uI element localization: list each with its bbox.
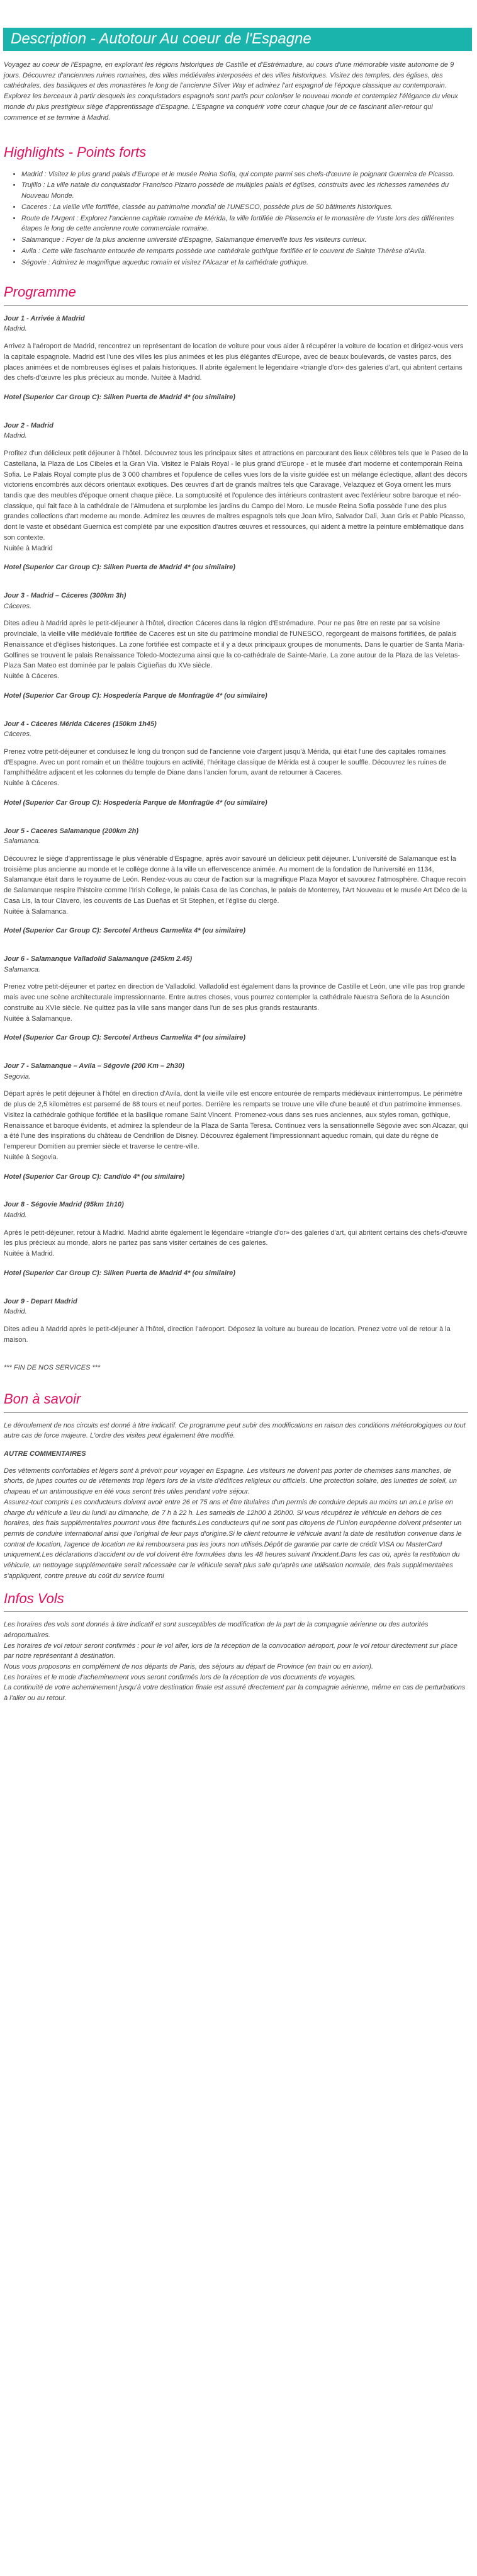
- day-hotel: Hotel (Superior Car Group C): Hospedería Parque de Monfragüe 4* (ou similaire): [4, 798, 267, 807]
- day-place: Madrid.: [4, 1308, 27, 1316]
- highlight-item: • Madrid : Visitez le plus grand palais d'Europe et le musée Reina Sofía, qui compte parmi ses chefs-d'œuvre le poignant Guernica de Picasso.: [21, 169, 468, 180]
- day-title: Jour 2 - Madrid: [4, 421, 53, 429]
- intro-paragraph: Voyagez au coeur de l'Espagne, en explorant les régions historiques de Castille et d'Estrémadure, au cours d'une mémorable visite autonome de 9 jours. Découvrez d'anciennes ruines romaines, des villes médiévales interposées et des villes historiques. Visitez des temples, des églises, des cathédrales, des basiliques et des monastères le long de l'ancienne Silver Way et admirez l'art espagnol de l'époque classique au contemporain. Explorez les berceaux à partir desquels les conquistadors espagnols sont partis pour coloniser le nouveau monde et contemplez l'élégance du vieux monde du plus prestigieux siège d'apprentissage d'Espagne. L'Espagne va conquérir votre cœur chaque jour de ce fascinant aller-retour qui commence et se termine à Madrid.: [4, 61, 458, 122]
- day-description: Départ après le petit déjeuner à l'hôtel en direction d'Avila, dont la vieille ville est encore entourée de remparts médiévaux ininterrompus. Le périmètre de plus de 2,5 kilomètres est parsemé de 88 tours et neuf portes. Derrière les remparts se trouve une ville d'une beauté et d'un patrimoine immenses. Visitez la cathédrale gothique fortifiée et la basilique romane Saint Vincent. Promenez-vous dans ses rues anciennes, aux styles roman, gothique, Renaissance et baroque évidents, et admirez la splendeur de la Plaza de Santa Teresa. Continuez vers la sensationnelle Ségovie avec son Alcazar, qui a été l'une des inspirations du château de Cendrillon de Disney. Découvrez également l'impressionnant aqueduc romain, qui date du règne de l'empereur Domitien au premier siècle et traverse le centre-ville. Nuitée à Segovia.: [4, 1090, 468, 1161]
- day-section: [4, 421, 468, 573]
- day-title: Jour 7 - Salamanque – Avila – Ségovie (200 Km – 2h30): [4, 1062, 184, 1070]
- autre-commentaires-body: Des vêtements confortables et légers sont à prévoir pour voyager en Espagne. Les visiteurs ne doivent pas porter de chemises sans manches, de shorts, de jupes courtes ou de vêtements trop légers lors de la visite d'édifices religieux ou officiels. Une protection solaire, des lunettes de soleil, un chapeau et un antimoustique en été vous seront très utiles pendant votre séjour. Assurez-tout compris Les conducteurs doivent avoir entre 26 et 75 ans et être titulaires d'un permis de conduire depuis au moins un an.Le prise en charge du véhicule a lieu du lundi au dimanche, de 7 h à 22 h. Les samedis de 12h00 à 20h00. Si vous récupérez le véhicule en dehors de ces horaires, des frais supplémentaires pourront vous être facturés.Les conducteurs qui ne sont pas citoyens de l'Union européenne doivent présenter un permis de conduire international ainsi que l'original de leur pays d'origine.Si le client retourne le véhicule avant la date de restitution convenue dans le contrat de location, l'agence de location ne lui remboursera pas les jours non utilisés.Dépôt de garantie par carte de crédit VISA ou MasterCard uniquement.Les déclarations d'accident ou de vol doivent être formulées dans les 48 heures suivant l'incident.Dans les cas où, après la restitution du véhicule, un nettoyage supplémentaire serait nécessaire car le véhicule serait plus sale qu'après une utilisation normale, des frais supplémentaires s'appliquent, contre preuve du coût du service fourni: [4, 1467, 462, 1580]
- day-hotel: Hotel (Superior Car Group C): Candido 4* (ou similaire): [4, 1172, 185, 1181]
- day-description: Après le petit-déjeuner, retour à Madrid. Madrid abrite également le légendaire «triangle d'or» des galeries d'art, qui abritent certains des chefs-d'œuvre les plus précieux au monde, alors ne partez pas sans visiter certaines de ces galeries. Nuitée à Madrid.: [4, 1228, 468, 1258]
- day-description: Découvrez le siège d'apprentissage le plus vénérable d'Espagne, après avoir savouré un délicieux petit déjeuner. L'université de Salamanque est la troisième plus ancienne au monde et le collège donne à la ville un effervescence animée. Au moment de la fondation de l'université en 1134, Salamanque était dans le royaume de León. Rendez-vous au cœur de l'action sur la magnifique Plaza Mayor et savourez l'atmosphère. Chaque recoin de Salamanque respire l'histoire comme l'Irish College, le palais Casa de las Conchas, le palais de Monterrey, l'Art Nouveau et le musée Art Déco de la Casa Lis, la tour Clavero, les couvents de Las Dueñas et St Stephen, et l'église du clergé. Nuitée à Salamanca.: [4, 854, 468, 916]
- day-place: Madrid.: [4, 1211, 27, 1219]
- highlight-item: • Avila : Cette ville fascinante entourée de remparts possède une cathédrale gothique fortifiée et le couvent de Sainte Thérèse d'Avila.: [21, 246, 468, 257]
- day-hotel: Hotel (Superior Car Group C): Sercotel Artheus Carmelita 4* (ou similaire): [4, 927, 246, 935]
- bon-a-savoir-intro: Le déroulement de nos circuits est donné à titre indicatif. Ce programme peut subir des modifications en raison des conditions météorologiques ou tout autre cas de force majeure. L'ordre des visites peut également être modifié.: [4, 1421, 466, 1440]
- end-of-services: *** FIN DE NOS SERVICES ***: [4, 1364, 101, 1372]
- highlight-item: • Caceres : La vieille ville fortifiée, classée au patrimoine mondial de l'UNESCO, possède plus de 50 bâtiments historiques.: [21, 202, 468, 213]
- day-description: Prenez votre petit-déjeuner et partez en direction de Valladolid. Valladolid est également dans la province de Castille et León, une ville pas trop grande mais avec une scène architecturale impressionnante. Entre autres choses, vous pourrez contempler la cathédrale Nuestra Señora de la Asunción construite au XVIe siècle. Ne quittez pas la ville sans manger dans l'un de ses plus grands restaurants. Nuitée à Salamanque.: [4, 983, 465, 1023]
- infos-vols-line: Les horaires des vols sont donnés à titre indicatif et sont susceptibles de modification de la part de la compagnie aérienne ou des autorités aéroportuaires.: [4, 1621, 429, 1639]
- day-section: [4, 826, 468, 936]
- infos-vols-line: La continuité de votre acheminement jusqu'à votre destination finale est assuré directement par la compagnie aérienne, même en cas de perturbations à l'aller ou au retour.: [4, 1684, 466, 1703]
- day-place: Salamanca.: [4, 965, 41, 973]
- day-place: Cáceres.: [4, 602, 32, 610]
- day-hotel: Hotel (Superior Car Group C): Silken Puerta de Madrid 4* (ou similaire): [4, 1269, 235, 1277]
- infos-vols-list: [4, 1620, 468, 1704]
- day-place: Madrid.: [4, 325, 27, 333]
- divider: [4, 1412, 468, 1413]
- day-section: [4, 591, 468, 701]
- day-title: Jour 5 - Caceres Salamanque (200km 2h): [4, 827, 138, 835]
- infos-vols-line: Nous vous proposons en complément de nos départs de Paris, des séjours au départ de Province (en train ou en avion).: [4, 1662, 374, 1671]
- day-title: Jour 9 - Depart Madrid: [4, 1297, 77, 1305]
- bon-a-savoir-heading: Bon à savoir: [4, 1391, 81, 1407]
- highlight-item: • Trujillo : La ville natale du conquistador Francisco Pizarro possède de multiples palais et églises, construits avec les richesses ramenées du Nouveau Monde.: [21, 180, 468, 201]
- programme-heading: Programme: [4, 284, 76, 300]
- day-title: Jour 4 - Cáceres Mérida Cáceres (150km 1h45): [4, 720, 157, 728]
- day-description: Arrivez à l'aéroport de Madrid, rencontrez un représentant de location de voiture pour vous aider à récupérer la voiture de location et dirigez-vous vers la capitale espagnole. Madrid est l'une des villes les plus animées et les plus élégantes d'Europe, avec de beaux boulevards, de vastes parcs, des places animées et de nombreuses églises et palais historiques. Il abrite également le légendaire «triangle d'or» des galeries d'art, qui abritent certains des chefs-d'œuvre les plus précieux au monde. Nuitée à Madrid.: [4, 343, 464, 382]
- day-section: [4, 1200, 468, 1278]
- day-description: Prenez votre petit-déjeuner et conduisez le long du tronçon sud de l'ancienne voie d'argent jusqu'à Mérida, qui était l'une des capitales romaines d'Espagne. Avec un pont romain et un théâtre toujours en activité, l'héritage classique de Mérida est à couper le souffle. Découvrez les ruines de l'amphithéâtre adjacent et les colonnes du temple de Diane dans l'ancien forum, avant de retourner à Caceres. Nuitée à Cáceres.: [4, 747, 447, 788]
- day-place: Salamanca.: [4, 837, 41, 846]
- day-title: Jour 6 - Salamanque Valladolid Salamanque (245km 2.45): [4, 955, 193, 963]
- highlights-list: [4, 169, 468, 268]
- highlight-item: • Route de l'Argent : Explorez l'ancienne capitale romaine de Mérida, la ville fortifiée de Plasencia et le monastère de Yuste lors des différentes étapes le long de cette ancienne route commerciale romaine.: [21, 213, 468, 234]
- infos-vols-line: Les horaires et le mode d'acheminement vous seront confirmés lors de la réception de vos documents de voyages.: [4, 1673, 356, 1681]
- day-section: [4, 954, 468, 1043]
- divider: [4, 1611, 468, 1612]
- day-description: Dites adieu à Madrid après le petit-déjeuner à l'hôtel, direction Cáceres dans la région d'Estrémadure. Pour ne pas être en reste par sa voisine provinciale, la vieille ville médiévale fortifiée de Caceres est un site du patrimoine mondial de l'UNESCO, regorgeant de maisons fortifiées, de palais Renaissance et d'églises historiques. La zone fortifiée est compacte et il y a deux principaux groupes de monuments. Dans le quartier de Santa Maria-Golfines se trouvent le palais Renaissance Toledo-Moctezuma ainsi que la co-cathédrale de Sainte-Marie. La zone autour de la Plaza de las Veletas-Plaza San Mateo est dominée par le palais Cigüeñas du XVe siècle. Nuitée à Cáceres.: [4, 620, 465, 681]
- day-hotel: Hotel (Superior Car Group C): Sercotel Artheus Carmelita 4* (ou similaire): [4, 1034, 246, 1042]
- day-place: Cáceres.: [4, 730, 32, 739]
- day-section: [4, 719, 468, 809]
- day-description: Profitez d'un délicieux petit déjeuner à l'hôtel. Découvrez tous les principaux sites et attractions en parcourant des lieux célèbres tels que le Paseo de la Castellana, la Plaza de Los Cibeles et la Gran Vía. Visitez le Palais Royal - le plus grand d'Europe - et le musée d'art moderne et contemporain Reina Sofia. Le Palais Royal compte plus de 3 000 chambres et l'opulence de celles vues lors de la visite guidée est un mélange éclectique, allant des décors victoriens encombrés aux décors orientaux exotiques. Des œuvres d'art de grands maîtres tels que Caravage, Velazquez et Goya ornent les murs tandis que des meubles d'époque ornent chaque pièce. La somptuosité et l'opulence des intérieurs contrastent avec l'extérieur sobre baroque et néo-classique, qui fait face à la cathédrale de l'Almudena et surplombe les jardins du Campo del Moro. Le musée Reina Sofia possède l'une des plus grandes collections d'art moderne au monde. Admirez les œuvres de maîtres espagnols tels que Joan Miro, Salvador Dali, Juan Gris et Pablo Picasso, dont le vaste et obsédant Guernica est complété par une exposition d'autres œuvres et ressources, qui aident à mettre la peinture emblématique dans son contexte. Nuitée à Madrid: [4, 450, 468, 552]
- day-description: Dites adieu à Madrid après le petit-déjeuner à l'hôtel, direction l'aéroport. Déposez la voiture au bureau de location. Prenez votre vol de retour à la maison.: [4, 1325, 451, 1344]
- days-list: [4, 314, 468, 1346]
- day-title: Jour 1 - Arrivée à Madrid: [4, 314, 85, 322]
- highlight-item: • Salamanque : Foyer de la plus ancienne université d'Espagne, Salamanque émerveille tous les visiteurs curieux.: [21, 235, 468, 246]
- highlight-item: • Ségovie : Admirez le magnifique aqueduc romain et visitez l'Alcazar et la cathédrale gothique.: [21, 258, 468, 268]
- day-title: Jour 3 - Madrid – Cáceres (300km 3h): [4, 592, 126, 600]
- autre-commentaires-title: AUTRE COMMENTAIRES: [4, 1450, 86, 1458]
- page: [0, 28, 477, 1704]
- day-section: [4, 1297, 468, 1346]
- day-section: [4, 314, 468, 403]
- infos-vols-line: Les horaires de vol retour seront confirmés : pour le vol aller, lors de la réception de la convocation aéroport, pour le vol retour directement sur place par notre représentant à destination.: [4, 1642, 457, 1660]
- day-hotel: Hotel (Superior Car Group C): Silken Puerta de Madrid 4* (ou similaire): [4, 393, 235, 401]
- day-hotel: Hotel (Superior Car Group C): Silken Puerta de Madrid 4* (ou similaire): [4, 564, 235, 572]
- day-hotel: Hotel (Superior Car Group C): Hospedería Parque de Monfragüe 4* (ou similaire): [4, 691, 267, 700]
- divider: [4, 305, 468, 306]
- description-banner: Description - Autotour Au coeur de l'Espagne: [3, 28, 472, 51]
- day-title: Jour 8 - Ségovie Madrid (95km 1h10): [4, 1201, 124, 1209]
- content: [0, 60, 477, 1704]
- infos-vols-heading: Infos Vols: [4, 1590, 64, 1606]
- day-place: Madrid.: [4, 432, 27, 440]
- highlights-heading: Highlights - Points forts: [4, 144, 147, 161]
- day-place: Segovia.: [4, 1072, 31, 1081]
- day-section: [4, 1061, 468, 1182]
